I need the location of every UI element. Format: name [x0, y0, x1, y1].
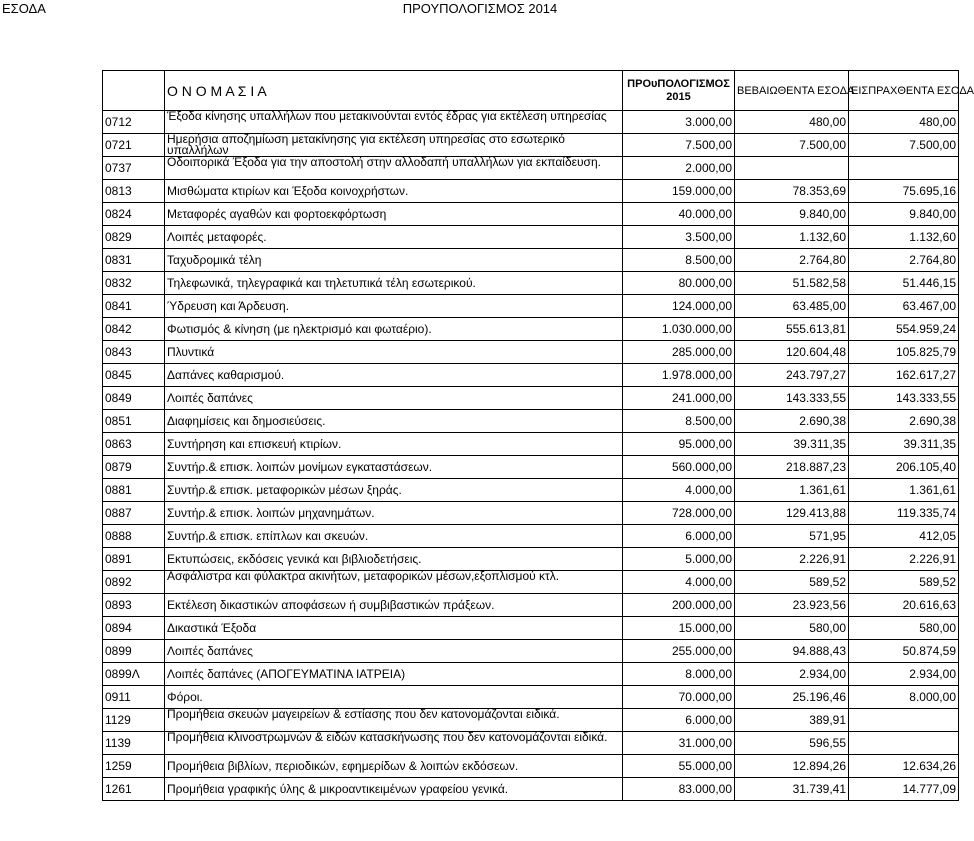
row-description: Δικαστικά Έξοδα	[165, 617, 623, 640]
row-budget-amount: 70.000,00	[623, 686, 735, 709]
row-collected-amount: 554.959,24	[849, 318, 959, 341]
row-code: 0894	[103, 617, 165, 640]
row-description: Πλυντικά	[165, 341, 623, 364]
row-description: Λοιπές δαπάνες (ΑΠΟΓΕΥΜΑΤΙΝΑ ΙΑΤΡΕΙΑ)	[165, 663, 623, 686]
row-certified-amount: 39.311,35	[735, 433, 849, 456]
row-code: 0879	[103, 456, 165, 479]
row-collected-amount: 105.825,79	[849, 341, 959, 364]
row-description: Εκτέλεση δικαστικών αποφάσεων ή συμβιβαστικών πράξεων.	[165, 594, 623, 617]
row-budget-amount: 200.000,00	[623, 594, 735, 617]
row-budget-amount: 55.000,00	[623, 755, 735, 778]
row-collected-amount: 143.333,55	[849, 387, 959, 410]
row-certified-amount: 243.797,27	[735, 364, 849, 387]
code-column-header	[103, 71, 165, 111]
row-collected-amount: 8.000,00	[849, 686, 959, 709]
row-budget-amount: 2.000,00	[623, 157, 735, 180]
row-collected-amount: 12.634,26	[849, 755, 959, 778]
table-row	[103, 180, 959, 203]
row-certified-amount: 31.739,41	[735, 778, 849, 801]
row-code: 0887	[103, 502, 165, 525]
budget-column-header	[623, 71, 735, 111]
row-budget-amount: 241.000,00	[623, 387, 735, 410]
row-budget-amount: 31.000,00	[623, 732, 735, 755]
table-row	[103, 640, 959, 663]
row-certified-amount: 23.923,56	[735, 594, 849, 617]
row-code: 0863	[103, 433, 165, 456]
table-row	[103, 249, 959, 272]
row-certified-amount: 94.888,43	[735, 640, 849, 663]
row-budget-amount: 255.000,00	[623, 640, 735, 663]
row-description: Λοιπές δαπάνες	[165, 640, 623, 663]
row-code: 1129	[103, 709, 165, 732]
row-code: 1261	[103, 778, 165, 801]
table-row	[103, 318, 959, 341]
row-collected-amount: 162.617,27	[849, 364, 959, 387]
row-certified-amount: 2.764,80	[735, 249, 849, 272]
row-budget-amount: 285.000,00	[623, 341, 735, 364]
row-budget-amount: 5.000,00	[623, 548, 735, 571]
row-certified-amount: 2.934,00	[735, 663, 849, 686]
row-certified-amount: 7.500,00	[735, 134, 849, 157]
row-budget-amount: 80.000,00	[623, 272, 735, 295]
table-row	[103, 525, 959, 548]
row-description: Λοιπές δαπάνες	[165, 387, 623, 410]
row-certified-amount: 2.690,38	[735, 410, 849, 433]
row-budget-amount: 1.978.000,00	[623, 364, 735, 387]
row-description: Συντήρ.& επισκ. λοιπών μονίμων εγκαταστάσεων.	[165, 456, 623, 479]
row-code: 0832	[103, 272, 165, 295]
row-code: 0829	[103, 226, 165, 249]
row-collected-amount: 7.500,00	[849, 134, 959, 157]
table-row	[103, 341, 959, 364]
row-budget-amount: 8.000,00	[623, 663, 735, 686]
row-collected-amount: 14.777,09	[849, 778, 959, 801]
row-code: 0831	[103, 249, 165, 272]
table-row	[103, 295, 959, 318]
row-collected-amount	[849, 709, 959, 732]
row-collected-amount: 63.467,00	[849, 295, 959, 318]
row-collected-amount: 119.335,74	[849, 502, 959, 525]
header-document-title: ΠΡΟΥΠΟΛΟΓΙΣΜΟΣ 2014	[402, 1, 558, 16]
row-budget-amount: 95.000,00	[623, 433, 735, 456]
row-certified-amount: 1.361,61	[735, 479, 849, 502]
row-certified-amount: 129.413,88	[735, 502, 849, 525]
row-code: 0899Λ	[103, 663, 165, 686]
budget-header-line1: ΠΡΟυΠΟΛΟΓΙΣΜΟΣ	[627, 77, 730, 90]
row-budget-amount: 3.000,00	[623, 111, 735, 134]
row-budget-amount: 8.500,00	[623, 249, 735, 272]
row-certified-amount: 571,95	[735, 525, 849, 548]
row-budget-amount: 728.000,00	[623, 502, 735, 525]
row-description: Ύδρευση και Άρδευση.	[165, 295, 623, 318]
row-collected-amount: 1.132,60	[849, 226, 959, 249]
row-code: 0892	[103, 571, 165, 594]
row-code: 0737	[103, 157, 165, 180]
row-description: Διαφημίσεις και δημοσιεύσεις.	[165, 410, 623, 433]
row-code: 0843	[103, 341, 165, 364]
row-collected-amount	[849, 732, 959, 755]
row-description: Εκτυπώσεις, εκδόσεις γενικά και βιβλιοδετήσεις.	[165, 548, 623, 571]
row-budget-amount: 560.000,00	[623, 456, 735, 479]
row-budget-amount: 6.000,00	[623, 709, 735, 732]
row-description: Ασφάλιστρα και φύλακτρα ακινήτων, μεταφορικών μέσων,εξοπλισμού κτλ.	[165, 571, 623, 594]
certified-column-header: ΒΕΒΑΙΩΘΕΝΤΑ ΕΣΟΔΑ	[735, 71, 849, 111]
table-row	[103, 732, 959, 755]
row-code: 0893	[103, 594, 165, 617]
row-budget-amount: 3.500,00	[623, 226, 735, 249]
row-budget-amount: 4.000,00	[623, 479, 735, 502]
table-row	[103, 387, 959, 410]
table-row	[103, 709, 959, 732]
row-certified-amount: 580,00	[735, 617, 849, 640]
row-budget-amount: 124.000,00	[623, 295, 735, 318]
table-row	[103, 502, 959, 525]
row-budget-amount: 159.000,00	[623, 180, 735, 203]
row-certified-amount: 143.333,55	[735, 387, 849, 410]
row-code: 1139	[103, 732, 165, 755]
table-row	[103, 203, 959, 226]
row-budget-amount: 1.030.000,00	[623, 318, 735, 341]
table-row	[103, 479, 959, 502]
table-row	[103, 548, 959, 571]
row-description: Ταχυδρομικά τέλη	[165, 249, 623, 272]
row-collected-amount: 412,05	[849, 525, 959, 548]
page-header	[0, 0, 960, 20]
row-description: Τηλεφωνικά, τηλεγραφικά και τηλετυπικά τέλη εσωτερικού.	[165, 272, 623, 295]
row-collected-amount	[849, 157, 959, 180]
row-certified-amount: 25.196,46	[735, 686, 849, 709]
row-code: 0881	[103, 479, 165, 502]
row-description: Έξοδα κίνησης υπαλλήλων που μετακινούνται εντός έδρας για εκτέλεση υπηρεσίας	[165, 111, 623, 134]
row-certified-amount	[735, 157, 849, 180]
row-description: Προμήθεια βιβλίων, περιοδικών, εφημερίδων & λοιπών εκδόσεων.	[165, 755, 623, 778]
row-collected-amount: 2.934,00	[849, 663, 959, 686]
row-description: Συντήρ.& επισκ. επίπλων και σκευών.	[165, 525, 623, 548]
table-row	[103, 594, 959, 617]
row-certified-amount: 596,55	[735, 732, 849, 755]
row-description: Προμήθεια γραφικής ύλης & μικροαντικειμένων γραφείου γενικά.	[165, 778, 623, 801]
table-row	[103, 433, 959, 456]
table-row	[103, 778, 959, 801]
row-code: 0911	[103, 686, 165, 709]
table-row	[103, 410, 959, 433]
budget-table	[102, 70, 974, 801]
row-budget-amount: 40.000,00	[623, 203, 735, 226]
row-description: Φόροι.	[165, 686, 623, 709]
header-section-title: ΕΣΟΔΑ	[2, 1, 46, 16]
row-code: 0888	[103, 525, 165, 548]
row-certified-amount: 555.613,81	[735, 318, 849, 341]
row-code: 0891	[103, 548, 165, 571]
row-code: 0712	[103, 111, 165, 134]
row-description: Φωτισμός & κίνηση (με ηλεκτρισμό και φωταέριο).	[165, 318, 623, 341]
row-budget-amount: 8.500,00	[623, 410, 735, 433]
table-row	[103, 226, 959, 249]
row-description: Προμήθεια κλινοστρωμνών & ειδών κατασκήνωσης που δεν κατονομάζονται ειδικά.	[165, 732, 623, 755]
row-code: 0849	[103, 387, 165, 410]
row-collected-amount: 2.764,80	[849, 249, 959, 272]
table-row	[103, 571, 959, 594]
row-description: Συντήρ.& επισκ. λοιπών μηχανημάτων.	[165, 502, 623, 525]
row-description: Ημερήσια αποζημίωση μετακίνησης για εκτέλεση υπηρεσίας στο εσωτερικό υπαλλήλων	[165, 134, 623, 157]
row-description: Δαπάνες καθαρισμού.	[165, 364, 623, 387]
row-description: Συντήρ.& επισκ. μεταφορικών μέσων ξηράς.	[165, 479, 623, 502]
row-description: Λοιπές μεταφορές.	[165, 226, 623, 249]
row-certified-amount: 389,91	[735, 709, 849, 732]
row-certified-amount: 218.887,23	[735, 456, 849, 479]
row-collected-amount: 2.226,91	[849, 548, 959, 571]
name-column-header: Ο Ν Ο Μ Α Σ Ι Α	[165, 71, 623, 111]
table-row	[103, 456, 959, 479]
row-code: 0824	[103, 203, 165, 226]
row-certified-amount: 589,52	[735, 571, 849, 594]
row-budget-amount: 7.500,00	[623, 134, 735, 157]
row-collected-amount: 75.695,16	[849, 180, 959, 203]
row-certified-amount: 63.485,00	[735, 295, 849, 318]
row-code: 0899	[103, 640, 165, 663]
row-code: 1259	[103, 755, 165, 778]
table-header-row	[103, 71, 959, 111]
row-certified-amount: 78.353,69	[735, 180, 849, 203]
row-collected-amount: 480,00	[849, 111, 959, 134]
table-row	[103, 134, 959, 157]
collected-column-header: ΕΙΣΠΡΑΧΘΕΝΤΑ ΕΣΟΔΑ	[849, 71, 959, 111]
row-description: Μεταφορές αγαθών και φορτοεκφόρτωση	[165, 203, 623, 226]
row-collected-amount: 589,52	[849, 571, 959, 594]
row-budget-amount: 83.000,00	[623, 778, 735, 801]
row-code: 0813	[103, 180, 165, 203]
row-collected-amount: 9.840,00	[849, 203, 959, 226]
table-row	[103, 272, 959, 295]
row-certified-amount: 51.582,58	[735, 272, 849, 295]
budget-header-line2: 2015	[666, 90, 691, 103]
table-row	[103, 364, 959, 387]
table-row	[103, 157, 959, 180]
row-certified-amount: 480,00	[735, 111, 849, 134]
row-collected-amount: 1.361,61	[849, 479, 959, 502]
row-collected-amount: 580,00	[849, 617, 959, 640]
row-collected-amount: 51.446,15	[849, 272, 959, 295]
row-description: Οδοιπορικά Έξοδα για την αποστολή στην αλλοδαπή υπαλλήλων για εκπαίδευση.	[165, 157, 623, 180]
row-collected-amount: 50.874,59	[849, 640, 959, 663]
row-code: 0845	[103, 364, 165, 387]
row-collected-amount: 20.616,63	[849, 594, 959, 617]
row-description: Προμήθεια σκευών μαγειρείων & εστίασης που δεν κατονομάζονται ειδικά.	[165, 709, 623, 732]
row-description: Συντήρηση και επισκευή κτιρίων.	[165, 433, 623, 456]
row-certified-amount: 120.604,48	[735, 341, 849, 364]
row-code: 0851	[103, 410, 165, 433]
row-certified-amount: 9.840,00	[735, 203, 849, 226]
row-collected-amount: 39.311,35	[849, 433, 959, 456]
table-row	[103, 755, 959, 778]
table-row	[103, 617, 959, 640]
row-code: 0841	[103, 295, 165, 318]
table-row	[103, 663, 959, 686]
row-certified-amount: 2.226,91	[735, 548, 849, 571]
table-row	[103, 686, 959, 709]
row-budget-amount: 6.000,00	[623, 525, 735, 548]
row-collected-amount: 2.690,38	[849, 410, 959, 433]
row-certified-amount: 1.132,60	[735, 226, 849, 249]
table-body	[103, 111, 959, 801]
row-budget-amount: 15.000,00	[623, 617, 735, 640]
row-collected-amount: 206.105,40	[849, 456, 959, 479]
row-certified-amount: 12.894,26	[735, 755, 849, 778]
row-code: 0721	[103, 134, 165, 157]
row-budget-amount: 4.000,00	[623, 571, 735, 594]
row-code: 0842	[103, 318, 165, 341]
row-description: Μισθώματα κτιρίων και Έξοδα κοινοχρήστων.	[165, 180, 623, 203]
table-row	[103, 111, 959, 134]
